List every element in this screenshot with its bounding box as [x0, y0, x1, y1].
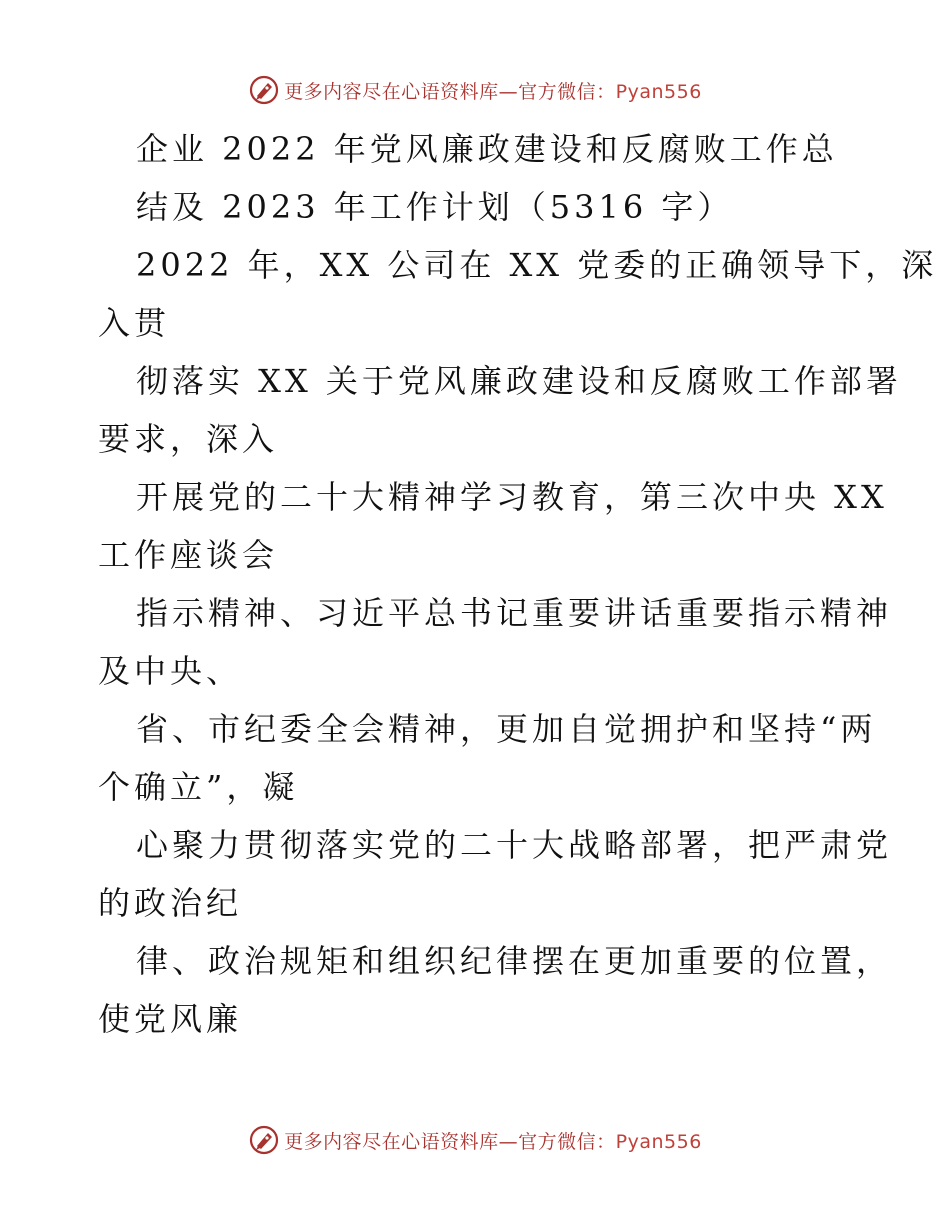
body-line: 彻落实 XX 关于党风廉政建设和反腐败工作部署 [136, 362, 902, 400]
document-body [98, 120, 938, 1048]
watermark-wechat-id: Pyan556 [615, 80, 702, 103]
body-line: 要求，深入 [98, 420, 279, 458]
title-line-2: 结及 2023 年工作计划（5316 字） [136, 188, 734, 226]
watermark-brand-text: 更多内容尽在心语资料库—官方微信： [284, 80, 616, 103]
pen-nib-icon [248, 1124, 280, 1156]
body-line: 个确立”，凝 [98, 768, 299, 806]
watermark-wechat-id: Pyan556 [615, 1130, 702, 1153]
body-line: 心聚力贯彻落实党的二十大战略部署，把严肃党 [136, 826, 893, 864]
header-watermark [0, 70, 950, 110]
title-line-1: 企业 2022 年党风廉政建设和反腐败工作总 [136, 130, 838, 168]
watermark-text [284, 1127, 702, 1154]
body-line: 指示精神、习近平总书记重要讲话重要指示精神 [136, 594, 893, 632]
body-line: 的政治纪 [98, 884, 243, 922]
body-line: 省、市纪委全会精神，更加自觉拥护和坚持“两 [136, 710, 877, 748]
body-line: 2022 年，XX 公司在 XX 党委的正确领导下，深 [136, 246, 938, 284]
body-line: 入贯 [98, 304, 171, 342]
watermark-text [284, 77, 702, 104]
footer-watermark [0, 1120, 950, 1160]
body-line: 工作座谈会 [98, 536, 279, 574]
pen-nib-icon [248, 74, 280, 106]
body-line: 及中央、 [98, 652, 243, 690]
watermark-brand-text: 更多内容尽在心语资料库—官方微信： [284, 1130, 616, 1153]
body-line: 使党风廉 [98, 1000, 243, 1038]
body-line: 律、政治规矩和组织纪律摆在更加重要的位置， [136, 942, 893, 980]
body-line: 开展党的二十大精神学习教育，第三次中央 XX [136, 478, 888, 516]
